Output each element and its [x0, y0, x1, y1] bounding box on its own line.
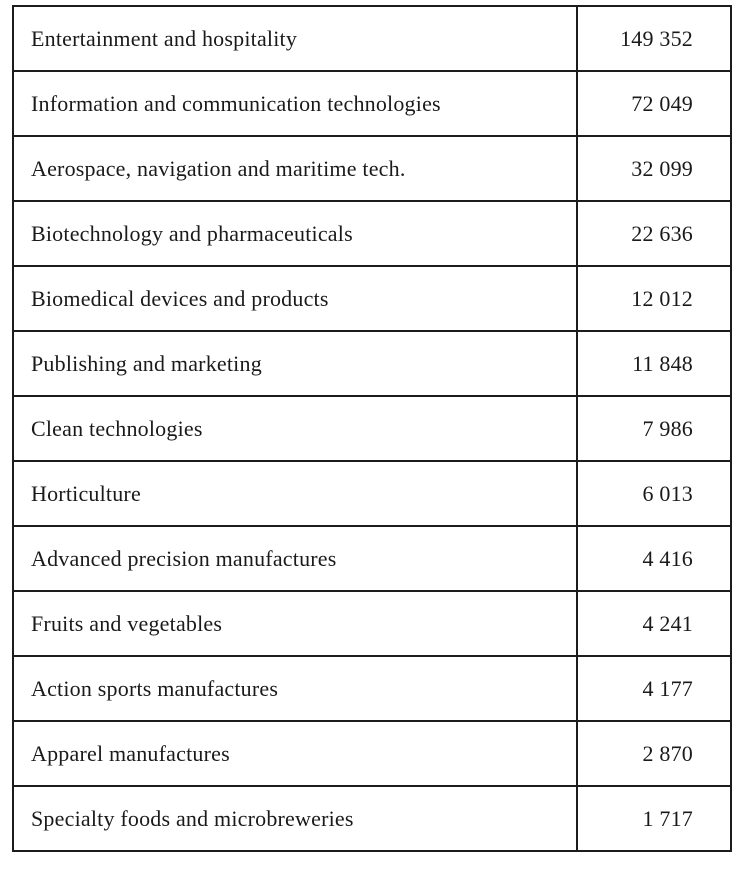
industry-name: Action sports manufactures: [13, 656, 577, 721]
industry-value: 149 352: [577, 6, 731, 71]
industry-name: Biomedical devices and products: [13, 266, 577, 331]
industry-value: 4 241: [577, 591, 731, 656]
industry-name: Clean technologies: [13, 396, 577, 461]
table-row: [13, 201, 731, 266]
industry-value: 6 013: [577, 461, 731, 526]
table-row: [13, 71, 731, 136]
table-row: [13, 136, 731, 201]
table-row: [13, 721, 731, 786]
industry-value: 32 099: [577, 136, 731, 201]
industry-employment-table: [12, 5, 732, 852]
table-row: [13, 526, 731, 591]
industry-name: Aerospace, navigation and maritime tech.: [13, 136, 577, 201]
industry-value: 4 177: [577, 656, 731, 721]
industry-name: Horticulture: [13, 461, 577, 526]
industry-name: Advanced precision manufactures: [13, 526, 577, 591]
industry-value: 2 870: [577, 721, 731, 786]
table-row: [13, 591, 731, 656]
table-row: [13, 656, 731, 721]
industry-name: Fruits and vegetables: [13, 591, 577, 656]
table-row: [13, 6, 731, 71]
table-row: [13, 396, 731, 461]
table-row: [13, 786, 731, 851]
industry-name: Publishing and marketing: [13, 331, 577, 396]
table-row: [13, 331, 731, 396]
industry-value: 4 416: [577, 526, 731, 591]
industry-name: Apparel manufactures: [13, 721, 577, 786]
industry-value: 7 986: [577, 396, 731, 461]
industry-name: Specialty foods and microbreweries: [13, 786, 577, 851]
industry-value: 72 049: [577, 71, 731, 136]
industry-value: 12 012: [577, 266, 731, 331]
industry-value: 22 636: [577, 201, 731, 266]
industry-name: Entertainment and hospitality: [13, 6, 577, 71]
industry-value: 1 717: [577, 786, 731, 851]
industry-name: Biotechnology and pharmaceuticals: [13, 201, 577, 266]
industry-value: 11 848: [577, 331, 731, 396]
industry-name: Information and communication technologies: [13, 71, 577, 136]
table-row: [13, 461, 731, 526]
table-row: [13, 266, 731, 331]
